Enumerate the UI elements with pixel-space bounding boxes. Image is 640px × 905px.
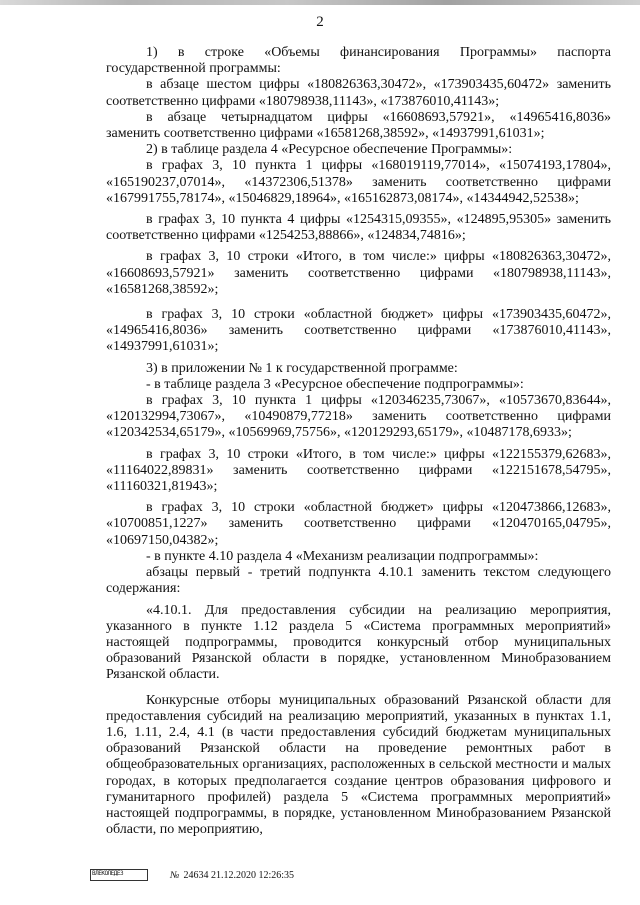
scan-edge: [0, 0, 640, 5]
paragraph: 1) в строке «Объемы финансирования Программы» паспорта государственной программы:: [106, 45, 611, 77]
paragraph: в абзаце шестом цифры «180826363,30472», «173903435,60472» заменить соответственно цифрами «180798938,11143», «173876010,41143»;: [106, 77, 611, 109]
registration-number: 24634 21.12.2020 12:26:35: [183, 869, 294, 881]
paragraph: в графах 3, 10 строки «областной бюджет» цифры «173903435,60472», «14965416,8036» заменить соответственно цифрами «173876010,41143», «14937991,61031»;: [106, 307, 611, 355]
page-number: 2: [316, 14, 324, 30]
barcode-stamp: ВЛЕКОЛЕДЕЗ: [90, 869, 148, 881]
paragraph: 2) в таблице раздела 4 «Ресурсное обеспечение Программы»:: [146, 142, 513, 158]
paragraph: в абзаце четырнадцатом цифры «16608693,57921», «14965416,8036» заменить соответственно цифрами «16581268,38592», «14937991,61031»;: [106, 109, 611, 142]
paragraph: абзацы первый - третий подпункта 4.10.1 заменить текстом следующего содержания:: [106, 565, 611, 597]
paragraph: 3) в приложении № 1 к государственной программе:: [146, 360, 458, 376]
paragraph: в графах 3, 10 пункта 1 цифры «120346235,73067», «10573670,83644», «120132994,73067», «10490879,77218» заменить соответственно цифрами «120342534,65179», «10569969,75756», «120129293,65179», «10487178,6933»;: [106, 393, 611, 441]
registration-footer: [90, 865, 294, 885]
paragraph: в графах 3, 10 строки «Итого, в том числе:» цифры «122155379,62683», «11164022,89831» заменить соответственно цифрами «122151678,54795», «11160321,81943»;: [106, 446, 611, 495]
paragraph: в графах 3, 10 пункта 4 цифры «1254315,09355», «124895,95305» заменить соответственно цифрами «1254253,88866», «124834,74816»;: [106, 212, 611, 244]
paragraph: в графах 3, 10 пункта 1 цифры «168019119,77014», «15074193,17804», «165190237,07014», «14372306,51378» заменить соответственно цифрами «167991755,78174», «15046829,18964», «165162873,08174», «14344942,52538»;: [106, 158, 611, 206]
document-body: [106, 45, 611, 838]
paragraph: - в пункте 4.10 раздела 4 «Механизм реализации подпрограммы»:: [146, 548, 539, 564]
registration-prefix: №: [170, 869, 180, 881]
paragraph: - в таблице раздела 3 «Ресурсное обеспечение подпрограммы»:: [146, 376, 524, 392]
paragraph: в графах 3, 10 строки «областной бюджет» цифры «120473866,12683», «10700851,1227» заменить соответственно цифрами «120470165,04795», «10697150,04382»;: [106, 500, 611, 548]
paragraph: «4.10.1. Для предоставления субсидии на реализацию мероприятия, указанного в пункте 1.12 раздела 5 «Система программных мероприятий» настоящей подпрограммы, проводится конкурсный отбор муниципальных образований Рязанской области в порядке, установленном Минобразованием Рязанской области.: [106, 602, 611, 683]
paragraph: в графах 3, 10 строки «Итого, в том числе:» цифры «180826363,30472», «16608693,57921» заменить соответственно цифрами «180798938,11143», «16581268,38592»;: [106, 249, 611, 297]
paragraph: Конкурсные отборы муниципальных образований Рязанской области для предоставления субсидий на реализацию мероприятий, указанных в пунктах 1.1, 1.6, 1.11, 2.4, 4.1 (в части предоставления субсидий бюджетам муниципальных образований Рязанской области на проведение ремонтных работ в общеобразовательных организациях, расположенных в сельской местности и малых городах, в которых предполагается создание центров образования цифрового и гуманитарного профилей) раздела 5 «Система программных мероприятий» настоящей подпрограммы, в порядке, установленном Минобразованием Рязанской области, по мероприятию,: [106, 692, 611, 838]
